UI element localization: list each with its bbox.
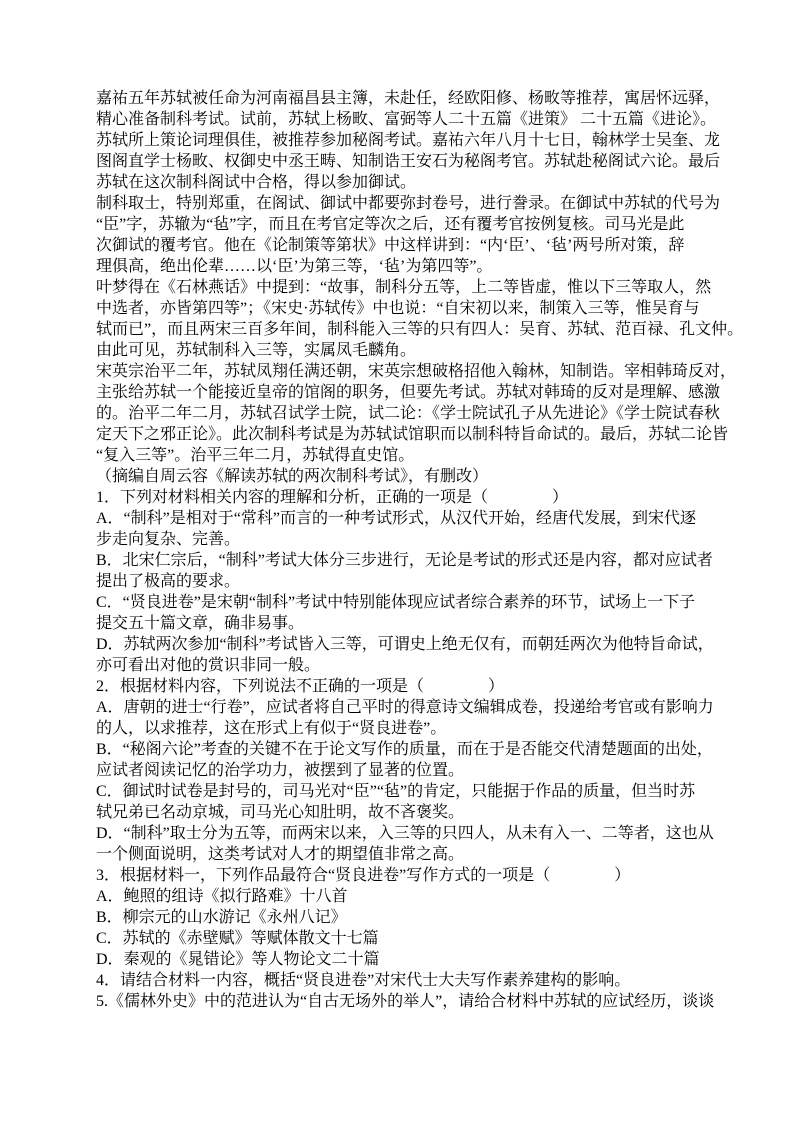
material-passage-line: 由此可见，苏轼制科入三等，实属凤毛麟角。 bbox=[96, 342, 417, 359]
material-passage-line: “复入三等”。治平三年二月，苏轼得直史馆。 bbox=[96, 447, 415, 464]
material-passage-line: 的。治平二年二月，苏轼召试学士院，试二论：《学士院试孔子从先进论》《学士院试春秋 bbox=[96, 405, 721, 422]
questions-line: 1．下列对材料相关内容的理解和分析，正确的一项是（ ） bbox=[96, 489, 569, 506]
questions-line: 亦可看出对他的赏识非同一般。 bbox=[96, 657, 321, 674]
material-passage-line: 制科取士，特别郑重，在阁试、御试中都要弥封卷号，进行誊录。在御试中苏轼的代号为 bbox=[96, 195, 721, 212]
questions-line: 提交五十篇文章，确非易事。 bbox=[96, 615, 305, 632]
material-passage-line: 精心准备制科考试。试前，苏轼上杨畋、富弼等人二十五篇《进策》 二十五篇《进论》。 bbox=[96, 111, 717, 128]
questions-line: 一个侧面说明，这类考试对人才的期望值非常之高。 bbox=[96, 846, 465, 863]
questions-line: D．“制科”取士分为五等，而两宋以来，入三等的只四人，从未有入一、二等者，这也从 bbox=[96, 825, 714, 842]
questions-line: D．苏轼两次参加“制科”考试皆入三等，可谓史上绝无仅有，而朝廷两次为他特旨命试， bbox=[96, 636, 714, 653]
material-passage-line: 中选者，亦皆第四等”；《宋史·苏轼传》中也说：“自宋初以来，制策入三等，惟吴育与 bbox=[96, 300, 700, 317]
questions-line: A．唐朝的进士“行卷”，应试者将自己平时的得意诗文编辑成卷，投递给考官或有影响力 bbox=[96, 699, 714, 716]
questions-line: B．“秘阁六论”考查的关键不在于论文写作的质量，而在于是否能交代清楚题面的出处， bbox=[96, 741, 713, 758]
material-passage-line: 宋英宗治平二年，苏轼凤翔任满还朝，宋英宗想破格招他入翰林，知制诰。宰相韩琦反对， bbox=[96, 363, 737, 380]
questions-line: 轼兄弟已名动京城，司马光心知肚明，故不吝褒奖。 bbox=[96, 804, 465, 821]
material-passage-line: 理俱高，绝出伦辈……以‘臣’为第三等，‘毡’为第四等”。 bbox=[96, 258, 493, 275]
questions-line: B．北宋仁宗后，“制科”考试大体分三步进行，无论是考试的形式还是内容，都对应试者 bbox=[96, 552, 713, 569]
questions-line: A．鲍照的组诗《拟行路难》十八首 bbox=[96, 888, 348, 905]
material-passage-line: 主张给苏轼一个能接近皇帝的馆阁的职务，但要先考试。苏轼对韩琦的反对是理解、感激 bbox=[96, 384, 721, 401]
material-passage-line: 轼而已”，而且两宋三百多年间，制科能入三等的只有四人：吴育、苏轼、范百禄、孔文仲。 bbox=[96, 321, 744, 338]
material-passage-line: 苏轼所上策论词理俱佳，被推荐参加秘阁考试。嘉祐六年八月十七日，翰林学士吴奎、龙 bbox=[96, 132, 721, 149]
material-passage-line: 定天下之邪正论》。此次制科考试是为苏轼试馆职而以制科特旨命试的。最后，苏轼二论皆 bbox=[96, 426, 729, 443]
questions-line: D．秦观的《晁错论》等人物论文二十篇 bbox=[96, 951, 380, 968]
questions-line: 5.《儒林外史》中的范进认为“自古无场外的举人”，请给合材料中苏轼的应试经历，谈谈 bbox=[96, 993, 715, 1010]
questions-line: 4．请结合材料一内容，概括“贤良进卷”对宋代士大夫写作素养建构的影响。 bbox=[96, 972, 631, 989]
material-passage-line: 叶梦得在《石林燕话》中提到：“故事，制科分五等，上二等皆虚，惟以下三等取人，然 bbox=[96, 279, 712, 296]
questions-line: 的人，以求推荐，这在形式上有似于“贤良进卷”。 bbox=[96, 720, 447, 737]
material-passage-line: 苏轼在这次制科阁试中合格，得以参加御试。 bbox=[96, 174, 417, 191]
questions-line: 应试者阅读记忆的治学功力，被摆到了显著的位置。 bbox=[96, 762, 465, 779]
material-passage-line: 次御试的覆考官。他在《论制策等第状》中这样讲到：“内‘臣’、‘毡’两号所对策，辞 bbox=[96, 237, 685, 254]
questions-line: B．柳宗元的山水游记《永州八记》 bbox=[96, 909, 347, 926]
document-text bbox=[96, 88, 744, 1012]
questions-line: C．“贤良进卷”是宋朝“制科”考试中特别能体现应试者综合素养的环节，试场上一下子 bbox=[96, 594, 696, 611]
questions-line: A．“制科”是相对于“常科”而言的一种考试形式，从汉代开始，经唐代发展，到宋代逐 bbox=[96, 510, 696, 527]
questions-line: 3．根据材料一，下列作品最符合“贤良进卷”写作方式的一项是（ ） bbox=[96, 867, 631, 884]
material-passage-line: 嘉祐五年苏轼被任命为河南福昌县主簿，未赴任，经欧阳修、杨畋等推荐，寓居怀远驿， bbox=[96, 90, 721, 107]
questions-line: 提出了极高的要求。 bbox=[96, 573, 241, 590]
attribution-line: （摘编自周云容《解读苏轼的两次制科考试》，有删改） bbox=[96, 468, 489, 485]
questions-line: C．苏轼的《赤壁赋》等赋体散文十七篇 bbox=[96, 930, 379, 947]
questions-line: C．御试时试卷是封号的，司马光对“臣”“毡”的肯定，只能据于作品的质量，但当时苏 bbox=[96, 783, 696, 800]
questions-line: 2．根据材料内容，下列说法不正确的一项是（ ） bbox=[96, 678, 505, 695]
material-passage-line: 图阁直学士杨畋、权御史中丞王畴、知制诰王安石为秘阁考官。苏轼赴秘阁试六论。最后 bbox=[96, 153, 721, 170]
questions-line: 步走向复杂、完善。 bbox=[96, 531, 241, 548]
material-passage-line: “臣”字，苏辙为“毡”字，而且在考官定等次之后，还有覆考官按例复核。司马光是此 bbox=[96, 216, 685, 233]
